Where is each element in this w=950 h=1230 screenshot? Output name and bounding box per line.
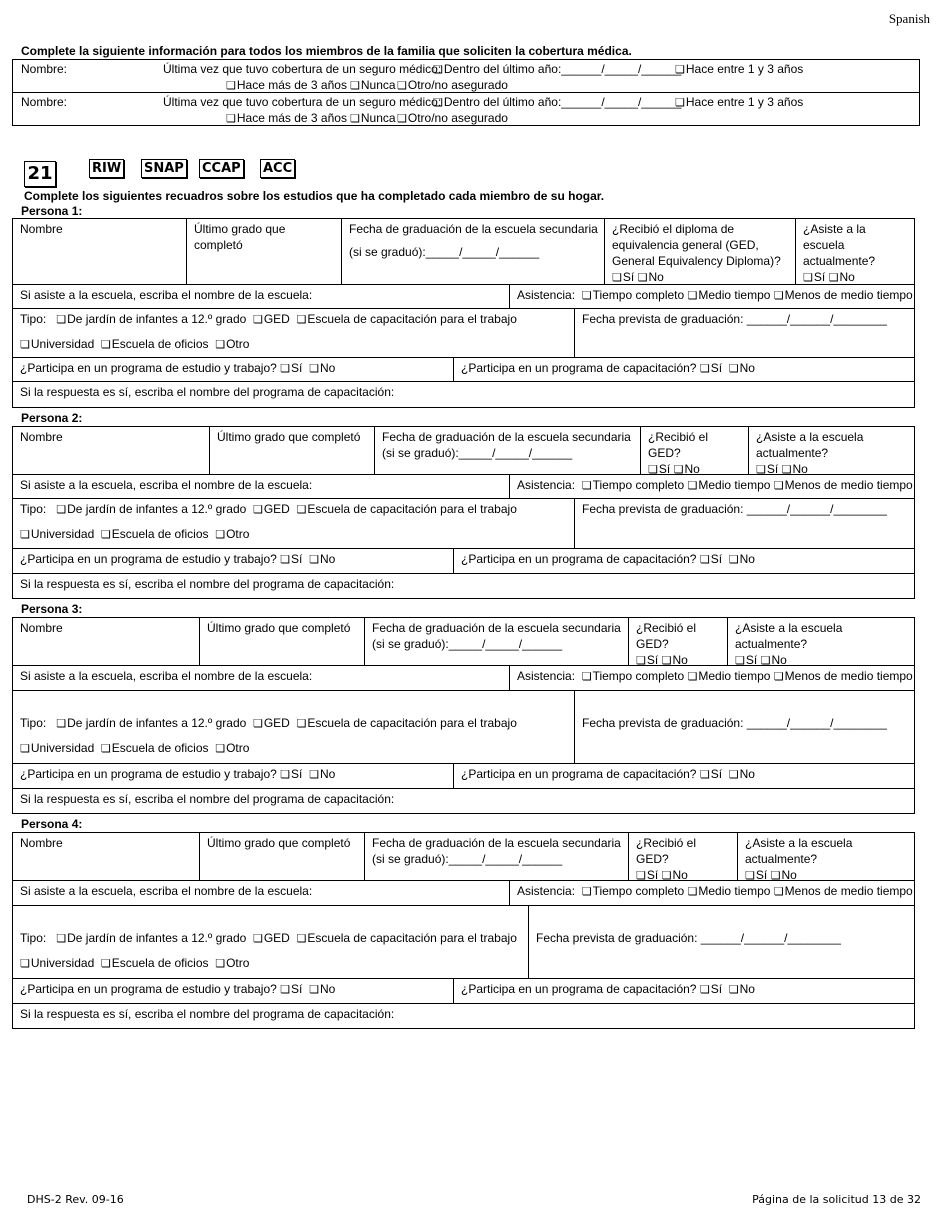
trade-school-checkbox[interactable]: ❏ Escuela de oficios xyxy=(101,527,209,541)
attends-no-checkbox[interactable]: ❏ No xyxy=(782,462,808,476)
trade-school-checkbox[interactable]: ❏ Escuela de oficios xyxy=(101,741,209,755)
option-1-3-years[interactable]: ❏ Hace entre 1 y 3 años xyxy=(675,61,803,78)
attends-yes-checkbox[interactable]: ❏ Sí xyxy=(803,270,825,284)
less-half-time-checkbox[interactable]: ❏ Menos de medio tiempo xyxy=(774,478,913,492)
school-name-field[interactable]: Si asiste a la escuela, escriba el nombre de la escuela: xyxy=(20,478,313,492)
school-type-options: Tipo: ❏ De jardín de infantes a 12.º grado ❏ GED ❏ Escuela de capacitación para el trabajo ❏ Universidad ❏ Escuela de oficios ❏ Otro xyxy=(13,309,574,357)
ged-no-checkbox[interactable]: ❏ No xyxy=(674,462,700,476)
option-more-3-years[interactable]: ❏ Hace más de 3 años xyxy=(226,110,347,127)
language-label: Spanish xyxy=(888,11,930,26)
school-name-field[interactable]: Si asiste a la escuela, escriba el nombre de la escuela: xyxy=(20,884,313,898)
ged-no-checkbox[interactable]: ❏ No xyxy=(638,270,664,284)
half-time-checkbox[interactable]: ❏ Medio tiempo xyxy=(688,288,771,302)
ged-yes-checkbox[interactable]: ❏ Sí xyxy=(648,462,670,476)
option-other[interactable]: ❏ Otro/no asegurado xyxy=(397,110,508,127)
ged-type-checkbox[interactable]: ❏ GED xyxy=(253,716,290,730)
graduation-date-field[interactable]: Fecha de graduación de la escuela secundaria (si se graduó):_____/_____/______ xyxy=(364,618,628,665)
training-program-question: ¿Participa en un programa de capacitación? ❏ Sí ❏ No xyxy=(453,549,914,573)
ged-yes-checkbox[interactable]: ❏ Sí xyxy=(636,653,658,667)
training-yes-checkbox[interactable]: ❏ Sí xyxy=(700,552,722,566)
other-type-checkbox[interactable]: ❏ Otro xyxy=(215,337,249,351)
university-checkbox[interactable]: ❏ Universidad xyxy=(20,956,94,970)
option-last-year[interactable]: ❏ Dentro del último año:______/_____/______ xyxy=(433,94,681,111)
last-grade-field[interactable]: Último grado que completó xyxy=(209,427,374,474)
last-coverage-label: Última vez que tuvo cobertura de un seguro médico: xyxy=(163,62,442,76)
less-half-time-checkbox[interactable]: ❏ Menos de medio tiempo xyxy=(774,669,913,683)
job-training-school-checkbox[interactable]: ❏ Escuela de capacitación para el trabajo xyxy=(297,502,517,516)
name-field[interactable]: Nombre xyxy=(20,836,63,850)
last-grade-field[interactable]: Último grado que completó xyxy=(199,618,364,665)
training-yes-checkbox[interactable]: ❏ Sí xyxy=(700,982,722,996)
full-time-checkbox[interactable]: ❏ Tiempo completo xyxy=(582,288,684,302)
program-tag-ccap: CCAP xyxy=(199,159,244,178)
school-name-field[interactable]: Si asiste a la escuela, escriba el nombre de la escuela: xyxy=(20,288,313,302)
job-training-school-checkbox[interactable]: ❏ Escuela de capacitación para el trabajo xyxy=(297,716,517,730)
option-never[interactable]: ❏ Nunca xyxy=(350,110,396,127)
attends-yes-checkbox[interactable]: ❏ Sí xyxy=(756,462,778,476)
school-type-options: Tipo: ❏ De jardín de infantes a 12.º grado ❏ GED ❏ Escuela de capacitación para el trabajo ❏ Universidad ❏ Escuela de oficios ❏ Otro xyxy=(13,499,574,548)
job-training-school-checkbox[interactable]: ❏ Escuela de capacitación para el trabajo xyxy=(297,931,517,945)
option-more-3-years[interactable]: ❏ Hace más de 3 años xyxy=(226,77,347,94)
graduation-date-field[interactable]: Fecha de graduación de la escuela secundaria (si se graduó):_____/_____/______ xyxy=(364,833,628,880)
ged-question: ¿Recibió el diploma de equivalencia general (GED, General Equivalency Diploma)? ❏ Sí ❏ No xyxy=(604,219,795,284)
work-study-question: ¿Participa en un programa de estudio y trabajo? ❏ Sí ❏ No xyxy=(13,979,453,1003)
training-no-checkbox[interactable]: ❏ No xyxy=(729,361,755,375)
attends-yes-checkbox[interactable]: ❏ Sí xyxy=(735,653,757,667)
half-time-checkbox[interactable]: ❏ Medio tiempo xyxy=(688,669,771,683)
attendance-options: Asistencia: ❏ Tiempo completo ❏ Medio tiempo ❏ Menos de medio tiempo xyxy=(509,666,914,690)
attends-no-checkbox[interactable]: ❏ No xyxy=(771,868,797,882)
training-program-question: ¿Participa en un programa de capacitación? ❏ Sí ❏ No xyxy=(453,979,914,1003)
trade-school-checkbox[interactable]: ❏ Escuela de oficios xyxy=(101,337,209,351)
name-field[interactable]: Nombre xyxy=(20,430,63,444)
training-no-checkbox[interactable]: ❏ No xyxy=(729,552,755,566)
training-yes-checkbox[interactable]: ❏ Sí xyxy=(700,361,722,375)
page-number: Página de la solicitud 13 de 32 xyxy=(752,1193,921,1206)
person-2-table xyxy=(12,426,915,599)
expected-graduation-field[interactable]: Fecha prevista de graduación: ______/______/________ xyxy=(574,499,914,548)
name-field[interactable]: Nombre xyxy=(20,621,63,635)
other-type-checkbox[interactable]: ❏ Otro xyxy=(215,956,249,970)
expected-graduation-field[interactable]: Fecha prevista de graduación: ______/______/________ xyxy=(528,906,914,978)
full-time-checkbox[interactable]: ❏ Tiempo completo xyxy=(582,884,684,898)
attendance-options: Asistencia: ❏ Tiempo completo ❏ Medio tiempo ❏ Menos de medio tiempo xyxy=(509,881,914,905)
ged-yes-checkbox[interactable]: ❏ Sí xyxy=(636,868,658,882)
work-study-yes-checkbox[interactable]: ❏ Sí xyxy=(280,982,302,996)
training-program-name-field[interactable]: Si la respuesta es sí, escriba el nombre del programa de capacitación: xyxy=(20,385,395,399)
half-time-checkbox[interactable]: ❏ Medio tiempo xyxy=(688,884,771,898)
trade-school-checkbox[interactable]: ❏ Escuela de oficios xyxy=(101,956,209,970)
option-last-year[interactable]: ❏ Dentro del último año:______/_____/______ xyxy=(433,61,681,78)
work-study-no-checkbox[interactable]: ❏ No xyxy=(309,361,335,375)
ged-yes-checkbox[interactable]: ❏ Sí xyxy=(612,270,634,284)
university-checkbox[interactable]: ❏ Universidad xyxy=(20,741,94,755)
training-program-name-field[interactable]: Si la respuesta es sí, escriba el nombre del programa de capacitación: xyxy=(20,792,395,806)
work-study-yes-checkbox[interactable]: ❏ Sí xyxy=(280,361,302,375)
expected-graduation-field[interactable]: Fecha prevista de graduación: ______/______/________ xyxy=(574,309,914,357)
program-tag-riw: RIW xyxy=(89,159,124,178)
education-heading: Complete los siguientes recuadros sobre los estudios que ha completado cada miembro de su hogar. xyxy=(24,189,605,203)
attends-yes-checkbox[interactable]: ❏ Sí xyxy=(745,868,767,882)
person-heading: Persona 1: xyxy=(21,204,83,218)
expected-graduation-field[interactable]: Fecha prevista de graduación: ______/______/________ xyxy=(574,691,914,763)
training-program-question: ¿Participa en un programa de capacitación? ❏ Sí ❏ No xyxy=(453,764,914,788)
training-program-name-field[interactable]: Si la respuesta es sí, escriba el nombre del programa de capacitación: xyxy=(20,1007,395,1021)
person-1-table xyxy=(12,218,915,408)
person-heading: Persona 3: xyxy=(21,602,83,616)
work-study-no-checkbox[interactable]: ❏ No xyxy=(309,982,335,996)
person-4-table xyxy=(12,832,915,1029)
coverage-table xyxy=(12,59,920,126)
person-3-table xyxy=(12,617,915,814)
ged-no-checkbox[interactable]: ❏ No xyxy=(662,653,688,667)
attends-no-checkbox[interactable]: ❏ No xyxy=(761,653,787,667)
ged-type-checkbox[interactable]: ❏ GED xyxy=(253,931,290,945)
attends-no-checkbox[interactable]: ❏ No xyxy=(829,270,855,284)
ged-type-checkbox[interactable]: ❏ GED xyxy=(253,502,290,516)
attendance-options: Asistencia: ❏ Tiempo completo ❏ Medio tiempo ❏ Menos de medio tiempo xyxy=(509,475,914,498)
option-other[interactable]: ❏ Otro/no asegurado xyxy=(397,77,508,94)
attends-school-question: ¿Asiste a la escuela actualmente? ❏ Sí ❏ No xyxy=(737,833,914,880)
attends-school-question: ¿Asiste a la escuela actualmente? ❏ Sí ❏ No xyxy=(795,219,915,284)
university-checkbox[interactable]: ❏ Universidad xyxy=(20,527,94,541)
name-label: Nombre: xyxy=(21,62,68,76)
school-type-options: Tipo: ❏ De jardín de infantes a 12.º grado ❏ GED ❏ Escuela de capacitación para el trabajo ❏ Universidad ❏ Escuela de oficios ❏ Otro xyxy=(13,906,528,978)
full-time-checkbox[interactable]: ❏ Tiempo completo xyxy=(582,478,684,492)
program-tag-snap: SNAP xyxy=(141,159,187,178)
last-grade-field[interactable]: Último grado que completó xyxy=(199,833,364,880)
job-training-school-checkbox[interactable]: ❏ Escuela de capacitación para el trabajo xyxy=(297,312,517,326)
attendance-options: Asistencia: ❏ Tiempo completo ❏ Medio tiempo ❏ Menos de medio tiempo xyxy=(509,285,914,308)
person-heading: Persona 2: xyxy=(21,411,83,425)
training-program-question: ¿Participa en un programa de capacitación? ❏ Sí ❏ No xyxy=(453,358,914,381)
attends-school-question: ¿Asiste a la escuela actualmente? ❏ Sí ❏ No xyxy=(748,427,914,474)
program-tag-acc: ACC xyxy=(260,159,295,178)
ged-type-checkbox[interactable]: ❏ GED xyxy=(253,312,290,326)
form-id: DHS-2 Rev. 09-16 xyxy=(27,1193,124,1206)
ged-no-checkbox[interactable]: ❏ No xyxy=(662,868,688,882)
k12-checkbox[interactable]: ❏ De jardín de infantes a 12.º grado xyxy=(56,502,246,516)
work-study-no-checkbox[interactable]: ❏ No xyxy=(309,767,335,781)
ged-question: ¿Recibió el GED? ❏ Sí ❏ No xyxy=(628,833,737,880)
ged-question: ¿Recibió el GED? ❏ Sí ❏ No xyxy=(640,427,748,474)
k12-checkbox[interactable]: ❏ De jardín de infantes a 12.º grado xyxy=(56,931,246,945)
option-never[interactable]: ❏ Nunca xyxy=(350,77,396,94)
name-field[interactable]: Nombre xyxy=(20,222,63,236)
school-name-field[interactable]: Si asiste a la escuela, escriba el nombre de la escuela: xyxy=(20,669,313,683)
coverage-row xyxy=(13,60,919,93)
coverage-row xyxy=(13,93,919,126)
attends-school-question: ¿Asiste a la escuela actualmente? ❏ Sí ❏ No xyxy=(727,618,914,665)
work-study-question: ¿Participa en un programa de estudio y trabajo? ❏ Sí ❏ No xyxy=(13,764,453,788)
coverage-heading: Complete la siguiente información para todos los miembros de la familia que soliciten la cobertura médica. xyxy=(21,44,632,58)
other-type-checkbox[interactable]: ❏ Otro xyxy=(215,741,249,755)
graduation-date-field[interactable]: Fecha de graduación de la escuela secundaria (si se graduó):_____/_____/______ xyxy=(374,427,640,474)
work-study-yes-checkbox[interactable]: ❏ Sí xyxy=(280,767,302,781)
less-half-time-checkbox[interactable]: ❏ Menos de medio tiempo xyxy=(774,884,913,898)
work-study-no-checkbox[interactable]: ❏ No xyxy=(309,552,335,566)
graduation-date-field[interactable]: Fecha de graduación de la escuela secundaria (si se graduó):_____/_____/______ xyxy=(341,219,604,284)
work-study-yes-checkbox[interactable]: ❏ Sí xyxy=(280,552,302,566)
k12-checkbox[interactable]: ❏ De jardín de infantes a 12.º grado xyxy=(56,312,246,326)
option-1-3-years[interactable]: ❏ Hace entre 1 y 3 años xyxy=(675,94,803,111)
last-coverage-label: Última vez que tuvo cobertura de un seguro médico: xyxy=(163,95,442,109)
name-label: Nombre: xyxy=(21,95,68,109)
training-yes-checkbox[interactable]: ❏ Sí xyxy=(700,767,722,781)
work-study-question: ¿Participa en un programa de estudio y trabajo? ❏ Sí ❏ No xyxy=(13,549,453,573)
ged-question: ¿Recibió el GED? ❏ Sí ❏ No xyxy=(628,618,727,665)
half-time-checkbox[interactable]: ❏ Medio tiempo xyxy=(688,478,771,492)
work-study-question: ¿Participa en un programa de estudio y trabajo? ❏ Sí ❏ No xyxy=(13,358,453,381)
university-checkbox[interactable]: ❏ Universidad xyxy=(20,337,94,351)
full-time-checkbox[interactable]: ❏ Tiempo completo xyxy=(582,669,684,683)
training-program-name-field[interactable]: Si la respuesta es sí, escriba el nombre del programa de capacitación: xyxy=(20,577,395,591)
section-number: 21 xyxy=(24,161,56,187)
person-heading: Persona 4: xyxy=(21,817,83,831)
training-no-checkbox[interactable]: ❏ No xyxy=(729,982,755,996)
k12-checkbox[interactable]: ❏ De jardín de infantes a 12.º grado xyxy=(56,716,246,730)
training-no-checkbox[interactable]: ❏ No xyxy=(729,767,755,781)
other-type-checkbox[interactable]: ❏ Otro xyxy=(215,527,249,541)
last-grade-field[interactable]: Último grado que completó xyxy=(186,219,341,284)
school-type-options: Tipo: ❏ De jardín de infantes a 12.º grado ❏ GED ❏ Escuela de capacitación para el trabajo ❏ Universidad ❏ Escuela de oficios ❏ Otro xyxy=(13,691,574,763)
less-half-time-checkbox[interactable]: ❏ Menos de medio tiempo xyxy=(774,288,913,302)
